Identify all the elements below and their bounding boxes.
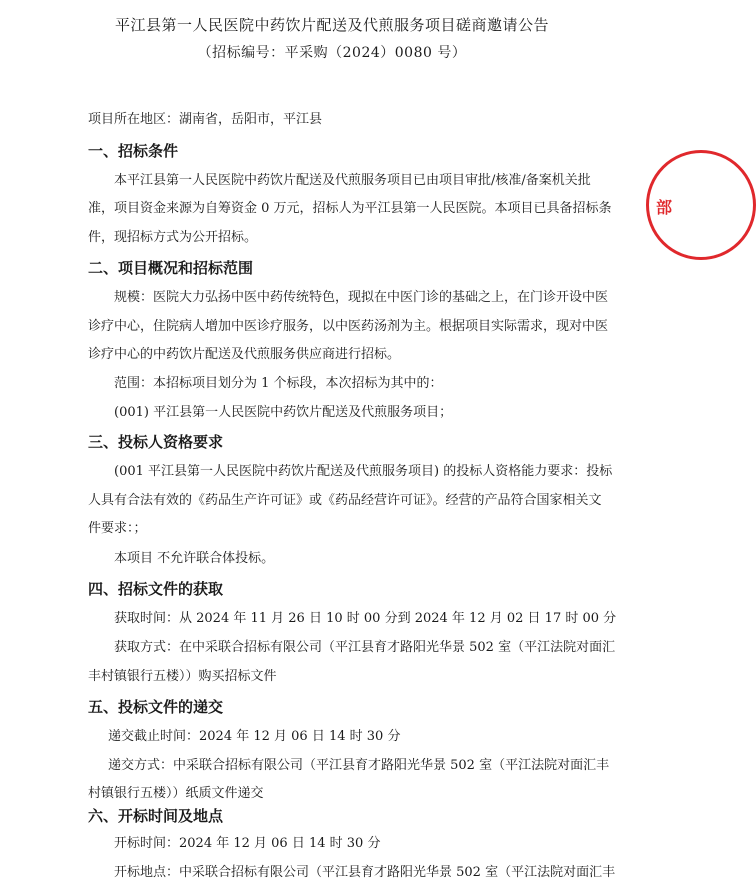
section-3-line-1: (001 平江县第一人民医院中药饮片配送及代煎服务项目) 的投标人资格能力要求：投标 — [114, 464, 613, 479]
section-heading-3: 三、投标人资格要求 — [88, 433, 224, 451]
section-4-line-3: 丰村镇银行五楼））购买招标文件 — [88, 669, 277, 684]
section-3-line-2: 人具有合法有效的《药品生产许可证》或《药品经营许可证》。经营的产品符合国家相关文 — [88, 493, 602, 508]
section-heading-6: 六、开标时间及地点 — [88, 807, 224, 825]
red-stamp — [646, 150, 756, 260]
section-2-line-4: 范围：本招标项目划分为 1 个标段，本次招标为其中的： — [114, 376, 443, 391]
stamp-text: 部 — [656, 198, 673, 217]
section-6-line-2: 开标地点：中采联合招标有限公司（平江县育才路阳光华景 502 室（平江法院对面汇丰 — [114, 865, 616, 880]
section-5-line-3: 村镇银行五楼））纸质文件递交 — [88, 786, 264, 801]
section-1-line-3: 件，现招标方式为公开招标。 — [88, 230, 258, 245]
document-title: 平江县第一人民医院中药饮片配送及代煎服务项目磋商邀请公告 — [114, 16, 549, 34]
section-4-line-2: 获取方式：在中采联合招标有限公司（平江县育才路阳光华景 502 室（平江法院对面汇 — [114, 640, 616, 655]
section-4-line-1: 获取时间：从 2024 年 11 月 26 日 10 时 00 分到 2024 年 12 月 02 日 17 时 00 分 — [114, 611, 617, 626]
section-heading-4: 四、招标文件的获取 — [88, 580, 224, 598]
section-5-line-1: 递交截止时间：2024 年 12 月 06 日 14 时 30 分 — [108, 729, 401, 744]
section-heading-5: 五、投标文件的递交 — [88, 698, 224, 716]
section-2-line-5: (001) 平江县第一人民医院中药饮片配送及代煎服务项目； — [114, 405, 453, 420]
section-1-line-1: 本平江县第一人民医院中药饮片配送及代煎服务项目已由项目审批/核准/备案机关批 — [114, 173, 591, 188]
section-2-line-1: 规模：医院大力弘扬中医中药传统特色，现拟在中医门诊的基础之上，在门诊开设中医 — [114, 290, 609, 305]
section-5-line-2: 递交方式：中采联合招标有限公司（平江县育才路阳光华景 502 室（平江法院对面汇丰 — [108, 758, 610, 773]
document-number: （招标编号：平采购（2024）0080 号） — [197, 45, 467, 61]
section-3-line-4: 本项目 不允许联合体投标。 — [114, 551, 275, 566]
section-heading-2: 二、项目概况和招标范围 — [88, 259, 254, 277]
section-3-line-3: 件要求：； — [88, 521, 147, 536]
section-2-line-3: 诊疗中心的中药饮片配送及代煎服务供应商进行招标。 — [88, 347, 401, 362]
section-heading-1: 一、招标条件 — [88, 142, 179, 160]
section-2-line-2: 诊疗中心，住院病人增加中医诊疗服务，以中医药汤剂为主。根据项目实际需求，现对中医 — [88, 319, 609, 334]
section-6-line-1: 开标时间：2024 年 12 月 06 日 14 时 30 分 — [114, 836, 381, 851]
section-1-line-2: 准，项目资金来源为自筹资金 0 万元，招标人为平江县第一人民医院。本项目已具备招标条 — [88, 201, 612, 216]
project-region: 项目所在地区：湖南省，岳阳市，平江县 — [88, 112, 323, 127]
